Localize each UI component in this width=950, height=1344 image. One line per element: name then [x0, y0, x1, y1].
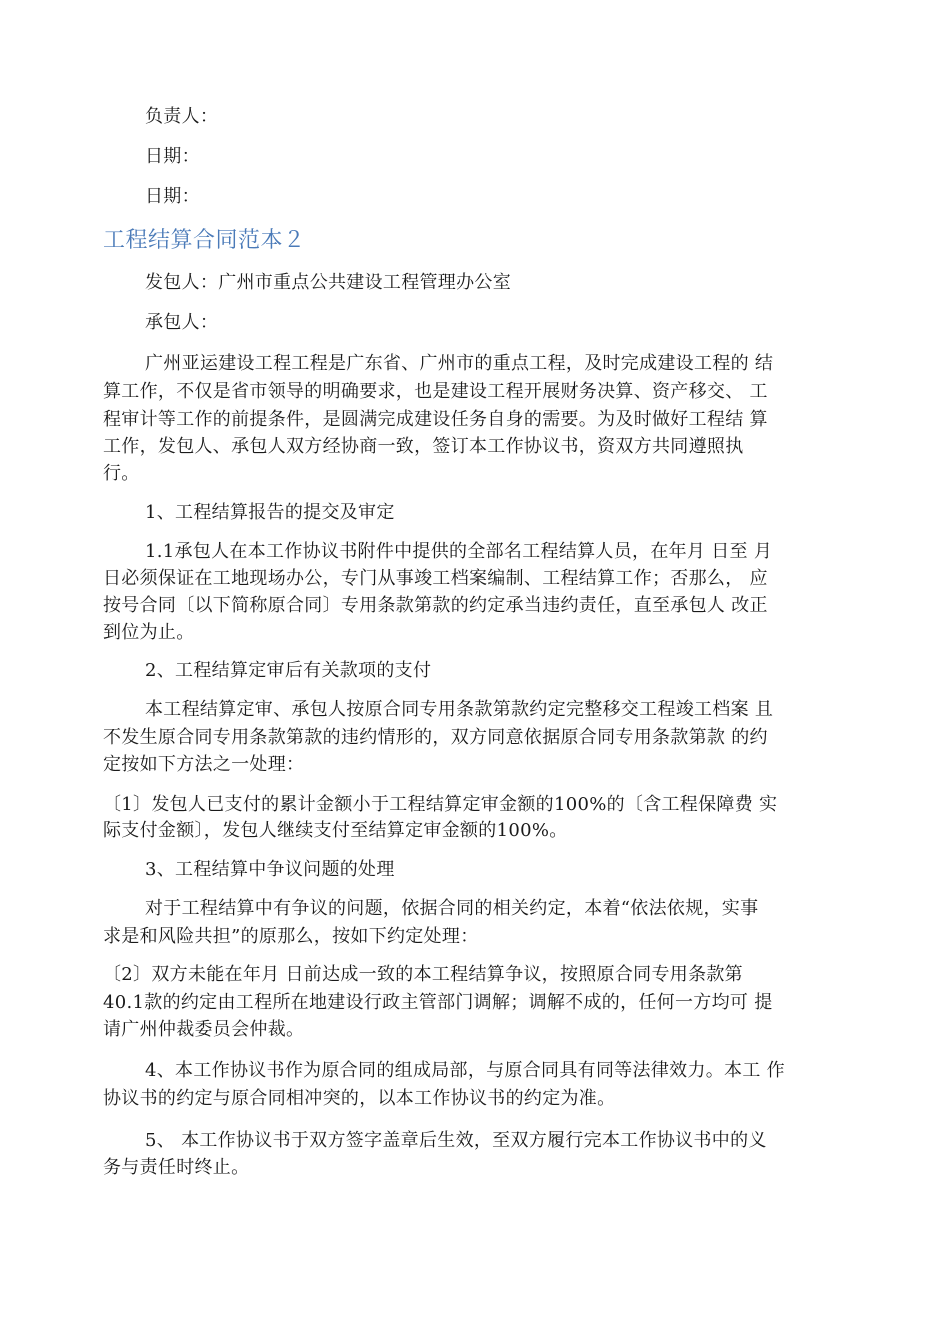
section-3-title: 3、工程结算中争议问题的处理 [145, 859, 395, 880]
item-2-line: 〔2〕双方未能在年月 日前达成一致的本工程结算争议，按照原合同专用条款第 [103, 964, 743, 985]
date-field-1: 日期： [145, 146, 200, 167]
item-2-line: 40.1款的约定由工程所在地建设行政主管部门调解；调解不成的，任何一方均可 提 [103, 992, 773, 1013]
section-1-line: 按号合同〔以下简称原合同〕专用条款第款的约定承当违约责任，直至承包人 改正 [103, 595, 768, 616]
preamble-line: 程审计等工作的前提条件，是圆满完成建设任务自身的需要。为及时做好工程结 算 [103, 409, 768, 430]
section-4-line: 协议书的约定与原合同相冲突的，以本工作协议书的约定为准。 [103, 1088, 616, 1109]
section-3-line: 对于工程结算中有争议的问题，依据合同的相关约定，本着“依法依规，实事 [145, 898, 759, 919]
item-1-line: 〔1〕发包人已支付的累计金额小于工程结算定审金额的100%的〔含工程保障费 实 [103, 794, 778, 815]
section-2-title: 2、工程结算定审后有关款项的支付 [145, 660, 432, 681]
section-1-line: 1.1承包人在本工作协议书附件中提供的全部名工程结算人员，在年月 日至 月 [145, 541, 773, 562]
preamble-line: 广州亚运建设工程工程是广东省、广州市的重点工程，及时完成建设工程的 结 [145, 353, 774, 374]
date-field-2: 日期： [145, 186, 200, 207]
contractor-line: 承包人： [145, 312, 219, 333]
employer-line: 发包人：广州市重点公共建设工程管理办公室 [145, 272, 511, 293]
section-1-line: 到位为止。 [103, 622, 195, 643]
section-title: 工程结算合同范本２ [103, 228, 306, 253]
item-1-line: 际支付金额〕，发包人继续支付至结算定审金额的100%。 [103, 820, 568, 841]
preamble-line: 工作，发包人、承包人双方经协商一致，签订本工作协议书，资双方共同遵照执 [103, 436, 744, 457]
section-2-line: 定按如下方法之一处理： [103, 754, 305, 775]
item-2-line: 请广州仲裁委员会仲裁。 [103, 1019, 305, 1040]
section-4-line: 4、本工作协议书作为原合同的组成局部，与原合同具有同等法律效力。本工 作 [145, 1060, 785, 1081]
preamble-line: 行。 [103, 463, 140, 484]
section-1-line: 日必须保证在工地现场办公，专门从事竣工档案编制、工程结算工作；否那么， 应 [103, 568, 768, 589]
section-5-line: 务与责任时终止。 [103, 1157, 250, 1178]
preamble-line: 算工作，不仅是省市领导的明确要求，也是建设工程开展财务决算、资产移交、 工 [103, 381, 768, 402]
section-2-line: 不发生原合同专用条款第款的违约情形的，双方同意依据原合同专用条款第款 的约 [103, 727, 768, 748]
responsible-field: 负责人： [145, 106, 219, 127]
section-3-line: 求是和风险共担”的原那么，按如下约定处理： [103, 926, 479, 947]
section-2-line: 本工程结算定审、承包人按原合同专用条款第款约定完整移交工程竣工档案 且 [145, 699, 774, 720]
section-5-line: 5、 本工作协议书于双方签字盖章后生效，至双方履行完本工作协议书中的义 [145, 1130, 767, 1151]
section-1-title: 1、工程结算报告的提交及审定 [145, 502, 395, 523]
